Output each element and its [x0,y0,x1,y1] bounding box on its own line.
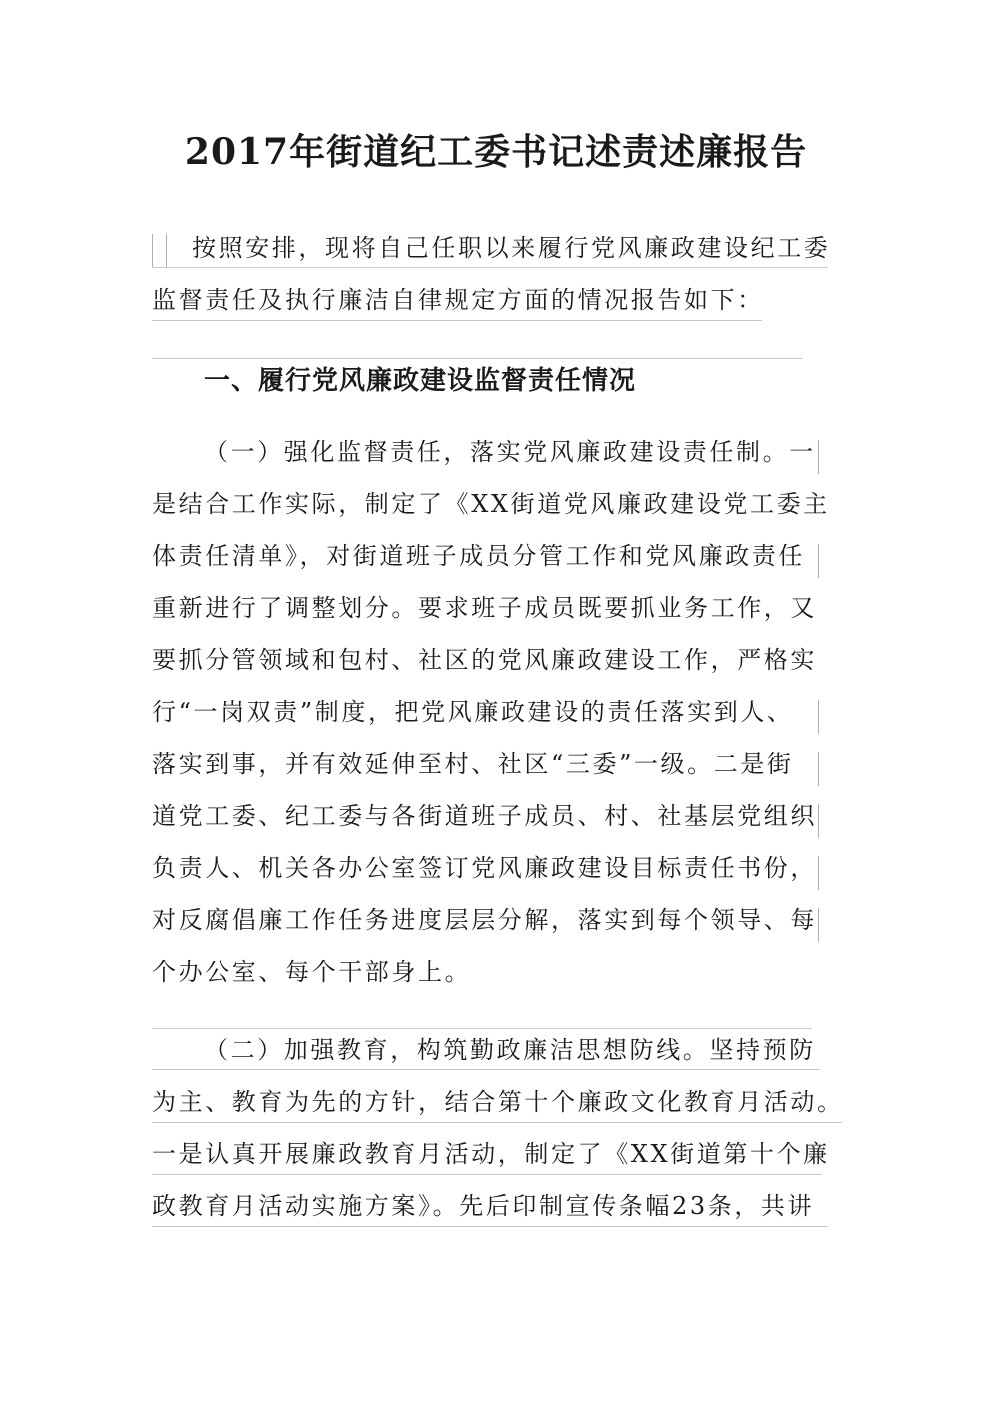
margin-mark [818,752,819,786]
para1-line-2: 是结合工作实际，制定了《XX街道党风廉政建设党工委主 [152,490,830,518]
intro-line-1: 按照安排，现将自己任职以来履行党风廉政建设纪工委 [152,228,828,268]
margin-mark [818,544,819,578]
para1-line-4: 重新进行了调整划分。要求班子成员既要抓业务工作，又 [152,594,817,622]
margin-mark [818,804,819,838]
para2-line-3: 一是认真开展廉政教育月活动，制定了《XX街道第十个廉 [152,1134,822,1175]
box-rule [152,1028,812,1029]
para1-line-3: 体责任清单》，对街道班子成员分管工作和党风廉政责任 [152,542,805,570]
para1-line-1: （一）强化监督责任，落实党风廉政建设责任制。一 [204,438,816,466]
intro-line-2: 监督责任及执行廉洁自律规定方面的情况报告如下： [152,280,762,321]
para1-line-5: 要抓分管领域和包村、社区的党风廉政建设工作，严格实 [152,646,817,674]
section-heading: 一、履行党风廉政建设监督责任情况 [204,366,637,396]
margin-mark [818,440,819,474]
para2-line-4: 政教育月活动实施方案》。先后印制宣传条幅23条，共讲 [152,1186,828,1227]
para2-line-2: 为主、教育为先的方针，结合第十个廉政文化教育月活动。 [152,1082,842,1123]
para1-line-8: 道党工委、纪工委与各街道班子成员、村、社基层党组织 [152,802,817,830]
para1-line-10: 对反腐倡廉工作任务进度层层分解，落实到每个领导、每 [152,906,817,934]
para1-line-6: 行“一岗双责”制度，把党风廉政建设的责任落实到人、 [152,698,794,726]
margin-mark [818,908,819,942]
para1-line-7: 落实到事，并有效延伸至村、社区“三委”一级。二是街 [152,750,794,778]
para1-line-11: 个办公室、每个干部身上。 [152,958,472,986]
para2-line-1: （二）加强教育，构筑勤政廉洁思想防线。坚持预防 [152,1030,820,1070]
margin-mark [818,700,819,734]
document-title: 2017年街道纪工委书记述责述廉报告 [184,131,808,173]
margin-mark [818,856,819,890]
para1-line-9: 负责人、机关各办公室签订党风廉政建设目标责任书份， [152,854,817,882]
